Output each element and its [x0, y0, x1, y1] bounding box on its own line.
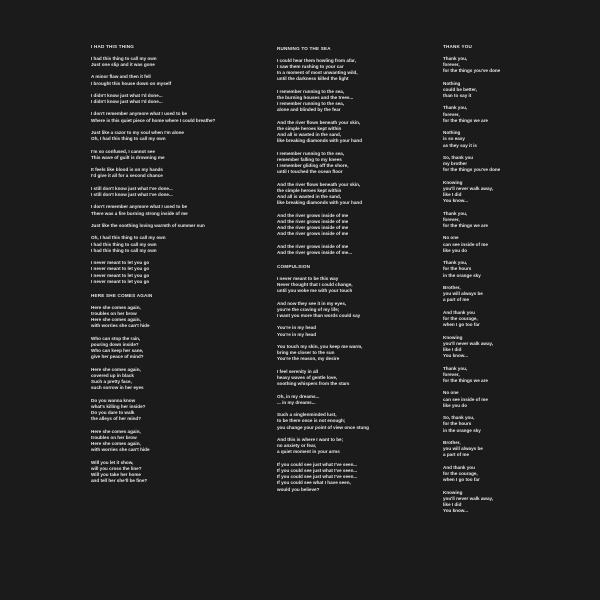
lyric-line: to be there once is not enough;: [277, 418, 346, 424]
lyric-line: Knowing: [443, 334, 463, 340]
song-title: HERE SHE COMES AGAIN: [91, 293, 153, 299]
lyric-stanza: [91, 367, 261, 392]
lyric-line: in the orange sky: [443, 427, 481, 433]
lyric-line: remember falling to my knees: [277, 156, 342, 162]
lyric-stanza: [277, 89, 427, 114]
lyric-line: In a moment of most unwanting wild,: [277, 70, 358, 76]
lyric-line: I want you more than words could say: [277, 313, 361, 319]
lyric-stanza: [277, 213, 427, 238]
lyric-line: Thank you,: [443, 105, 468, 111]
lyric-line: when I go too far: [443, 477, 480, 483]
lyric-line: Will you take her home: [91, 472, 141, 478]
lyric-line: for the hours: [443, 421, 472, 427]
lyric-stanza: [443, 56, 573, 75]
lyric-line: I never meant to let you go: [91, 278, 150, 284]
song-block: [277, 46, 427, 256]
lyric-line: You touch my skin, you keep me warm,: [277, 344, 363, 349]
lyrics-column-right: [443, 44, 573, 522]
lyric-stanza: [277, 437, 427, 456]
lyric-line: bring me closer to the sun: [277, 350, 335, 356]
lyric-stanza: [277, 120, 427, 145]
lyric-line: Here she comes again,: [91, 366, 141, 372]
lyric-stanza: [91, 398, 261, 423]
lyric-stanza: [91, 260, 261, 285]
lyric-line: I could hear them howling from afar,: [277, 57, 356, 63]
lyric-line: I didn't know just what I'd done...: [91, 99, 163, 105]
lyric-stanza: [443, 490, 573, 515]
lyric-line: like you do: [443, 402, 467, 408]
lyric-stanza: [91, 336, 261, 361]
lyric-stanza: [91, 460, 261, 485]
lyric-line: I remember gliding off the shore,: [277, 163, 349, 169]
lyric-stanza: [443, 211, 573, 230]
lyric-line: Thank you,: [443, 260, 468, 266]
lyric-line: Just like a razor to my soul when I'm alone: [91, 130, 184, 136]
lyric-line: So, thank you,: [443, 415, 475, 421]
lyric-stanza: [443, 180, 573, 205]
song-title: THANK YOU: [443, 44, 473, 49]
lyric-line: There was a fire burning strong inside of me: [91, 210, 188, 216]
lyric-stanza: [443, 440, 573, 459]
lyric-line: I don't remember anymore what I used to be: [91, 204, 188, 210]
lyric-line: you'll never walk away,: [443, 495, 494, 501]
lyric-line: forever,: [443, 371, 460, 377]
lyric-line: I don't remember anymore what I used to be: [91, 111, 188, 117]
lyric-line: can see inside of me: [443, 241, 488, 247]
lyric-line: And thank you: [443, 309, 475, 315]
lyric-stanza: [443, 285, 573, 304]
song-block: [277, 264, 427, 493]
lyric-line: And the river flows beneath your skin,: [277, 181, 361, 187]
lyric-line: you'll never walk away,: [443, 340, 494, 346]
lyric-line: give her peace of mind?: [91, 354, 144, 360]
lyric-line: Just like the soothing loving warmth of summer sun: [91, 223, 205, 229]
lyric-line: If you could see just what I've seen...: [277, 474, 358, 480]
lyric-line: for the things we are: [443, 378, 488, 384]
lyric-line: This wave of guilt is drowning me: [91, 154, 165, 160]
lyric-line: And thank you: [443, 464, 475, 470]
lyric-line: troubles on her brow: [91, 434, 137, 440]
lyric-line: troubles on her brow: [91, 310, 137, 316]
lyric-line: And now they see it in my eyes,: [277, 300, 347, 306]
lyric-line: a part of me: [443, 297, 470, 303]
lyric-line: no anxiety or fear,: [277, 443, 317, 449]
lyric-line: I didn't know just what I'd done...: [91, 92, 163, 98]
lyric-stanza: [443, 260, 573, 279]
song-block: [91, 44, 261, 285]
lyric-line: You know...: [443, 198, 469, 204]
lyric-line: You're in my head: [277, 331, 317, 337]
lyric-line: a quiet moment in your arms: [277, 449, 340, 455]
lyric-line: like I did: [443, 347, 462, 353]
lyric-line: Never thought that I could change,: [277, 282, 353, 288]
lyric-line: will you cross the line?: [91, 465, 142, 471]
lyric-line: you will always be: [443, 291, 483, 297]
lyric-line: And the river flows beneath your skin,: [277, 119, 361, 125]
lyric-line: until you woke me with your touch: [277, 288, 353, 294]
lyric-line: If you could see what I have seen,: [277, 480, 351, 486]
lyric-line: when I go too far: [443, 322, 480, 328]
lyric-line: And the river grows inside of me: [277, 218, 349, 224]
lyric-stanza: [443, 415, 573, 434]
lyric-line: Here she comes again,: [91, 441, 141, 447]
lyric-line: forever,: [443, 111, 460, 117]
lyric-line: Do you wanna know: [91, 397, 136, 403]
lyric-line: Oh, I had this thing to call my own: [91, 136, 166, 142]
song-block: [443, 44, 573, 514]
lyric-line: like breaking diamonds with your hand: [277, 138, 362, 144]
lyric-line: And the river grows inside of me: [277, 212, 349, 218]
lyric-line: And the river grows inside of me: [277, 243, 349, 249]
song-title: RUNNING TO THE SEA: [277, 46, 331, 51]
lyric-line: I had this thing to call my own: [91, 55, 157, 61]
lyric-line: I saw them rushing to your car: [277, 63, 344, 69]
lyric-line: with worries she can't hide: [91, 323, 150, 329]
lyric-line: I remember running to the sea,: [277, 150, 345, 156]
lyric-stanza: [277, 182, 427, 207]
lyric-line: And this is where I want to be;: [277, 436, 344, 442]
lyric-line: Oh, I had this thing to call my own: [91, 235, 166, 241]
lyric-stanza: [443, 465, 573, 484]
lyric-line: for the courage,: [443, 471, 478, 477]
lyric-line: than to say it: [443, 92, 472, 98]
lyric-line: And all is wasted in the sand,: [277, 132, 342, 138]
lyric-line: If you could see just what I've seen...: [277, 461, 358, 467]
lyric-stanza: [277, 369, 427, 388]
lyric-stanza: [277, 244, 427, 256]
lyrics-column-left: [91, 44, 261, 493]
lyric-line: Nothing: [443, 80, 461, 86]
lyric-stanza: [91, 56, 261, 68]
song-block: [91, 293, 261, 485]
lyric-line: alone and blinded by the fear: [277, 107, 341, 113]
lyric-line: You know...: [443, 353, 469, 359]
lyric-stanza: [443, 81, 573, 100]
lyric-line: Do you dare to walk: [91, 410, 135, 416]
lyric-stanza: [277, 462, 427, 493]
lyric-line: Brother,: [443, 440, 461, 446]
lyric-line: for the things you've done: [443, 167, 501, 173]
lyric-line: a part of me: [443, 452, 470, 458]
lyric-line: And the river grows inside of me...: [277, 249, 353, 255]
lyric-stanza: [277, 301, 427, 320]
lyric-stanza: [91, 305, 261, 330]
lyric-line: Thank you,: [443, 55, 468, 61]
lyric-line: Thank you,: [443, 365, 468, 371]
lyric-line: pouring down inside?: [91, 341, 139, 347]
lyric-line: for the courage,: [443, 316, 478, 322]
song-title: COMPULSION: [277, 264, 311, 270]
lyric-line: for the things you've done: [443, 68, 501, 74]
lyric-line: I still don't know just what I've done...: [91, 192, 173, 198]
lyric-line: Just one slip and it was gone: [91, 61, 155, 67]
lyric-line: with worries she can't hide: [91, 447, 150, 453]
lyric-line: until I touched the ocean floor: [277, 169, 343, 175]
lyric-line: It feels like blood is on my hands: [91, 167, 163, 173]
lyric-stanza: [443, 310, 573, 329]
lyric-stanza: [277, 325, 427, 337]
lyric-stanza: [91, 204, 261, 216]
lyric-stanza: [91, 235, 261, 254]
lyric-line: like you do: [443, 247, 467, 253]
lyric-stanza: [277, 276, 427, 295]
lyric-line: I brought this house down on myself: [91, 80, 172, 86]
lyric-stanza: [91, 429, 261, 454]
lyric-line: I never meant to let you go: [91, 266, 150, 272]
lyric-line: the simple heroes kept within: [277, 125, 342, 131]
lyric-line: you will always be: [443, 446, 483, 452]
song-title: I HAD THIS THING: [91, 44, 135, 49]
lyric-line: I had this thing to call my own: [91, 241, 157, 247]
lyric-line: And the river grows inside of me: [277, 225, 349, 231]
lyric-line: like I did: [443, 502, 462, 508]
lyrics-column-middle: [277, 46, 427, 501]
lyric-line: soothing whispers from the stars: [277, 381, 350, 387]
lyric-stanza: [443, 366, 573, 385]
lyric-line: could be better,: [443, 86, 477, 92]
lyric-line: Who can keep her sane,: [91, 348, 144, 354]
lyric-line: can see inside of me: [443, 396, 488, 402]
lyric-line: the burning houses and the trees...: [277, 94, 354, 100]
lyric-line: you change your point of view once stung: [277, 424, 369, 430]
lyric-line: forever,: [443, 61, 460, 67]
lyric-line: until the darkness killed the light: [277, 76, 349, 82]
lyric-line: ... in my dreams...: [277, 399, 316, 405]
lyric-line: If you could see just what I've seen...: [277, 467, 358, 473]
lyric-line: I still don't know just what I've done...: [91, 185, 173, 191]
lyric-stanza: [443, 235, 573, 254]
lyric-line: forever,: [443, 216, 460, 222]
lyric-line: Here she comes again,: [91, 428, 141, 434]
lyric-line: Here she comes again,: [91, 304, 141, 310]
lyric-line: the alleys of her mind?: [91, 416, 142, 422]
lyric-line: as they say it is: [443, 142, 477, 148]
lyric-stanza: [91, 74, 261, 86]
lyric-line: Here she comes again,: [91, 317, 141, 323]
lyric-line: in the orange sky: [443, 272, 481, 278]
lyric-line: No one: [443, 235, 459, 241]
lyric-line: I feel serenity in all: [277, 368, 319, 374]
lyric-stanza: [277, 412, 427, 431]
lyric-line: like breaking diamonds with your hand: [277, 200, 362, 206]
lyric-line: Brother,: [443, 285, 461, 291]
lyric-line: You're the reason, my desire: [277, 356, 340, 362]
lyric-line: for the things we are: [443, 223, 488, 229]
lyric-line: So, thank you: [443, 154, 474, 160]
lyric-line: I never meant to let you go: [91, 260, 150, 266]
lyric-line: I remember running to the sea,: [277, 101, 345, 107]
lyric-line: And the river grows inside of me: [277, 231, 349, 237]
lyric-line: I never meant to be this way: [277, 275, 339, 281]
lyric-line: Nothing: [443, 130, 461, 136]
lyric-stanza: [277, 344, 427, 363]
lyric-line: my brother: [443, 161, 467, 167]
lyric-stanza: [91, 186, 261, 198]
lyric-stanza: [91, 167, 261, 179]
lyric-line: and tell her she'll be fine?: [91, 478, 148, 484]
lyric-line: Will you let it show,: [91, 459, 134, 465]
lyric-line: covered up in black: [91, 372, 134, 378]
lyric-line: such sorrow in her eyes: [91, 385, 144, 391]
lyric-line: the simple heroes kept within: [277, 187, 342, 193]
lyric-line: Where is this quiet piece of home where I could breathe?: [91, 117, 216, 123]
lyric-stanza: [91, 111, 261, 123]
lyric-line: A minor flaw and then it fell: [91, 74, 151, 80]
lyric-line: Such a singlenminded lust,: [277, 412, 337, 418]
lyric-stanza: [443, 155, 573, 174]
lyric-line: And all is wasted in the sand,: [277, 194, 342, 200]
lyric-line: You know...: [443, 508, 469, 514]
lyric-stanza: [443, 335, 573, 360]
lyric-stanza: [91, 93, 261, 105]
lyric-line: like I did: [443, 192, 462, 198]
lyric-line: You're in my head: [277, 325, 317, 331]
lyric-line: Thank you,: [443, 210, 468, 216]
lyric-stanza: [443, 130, 573, 149]
lyric-line: I'd give it all for a second chance: [91, 173, 163, 179]
lyric-stanza: [91, 149, 261, 161]
lyric-line: Who can stop the rain,: [91, 335, 141, 341]
lyric-line: Such a pretty face,: [91, 379, 132, 385]
lyric-line: Knowing: [443, 179, 463, 185]
lyric-stanza: [277, 394, 427, 406]
lyric-line: for the hours: [443, 266, 472, 272]
lyric-line: what's killing her inside?: [91, 403, 146, 409]
lyric-line: I never meant to let you go: [91, 272, 150, 278]
lyric-line: heavy waves of gentle love,: [277, 375, 338, 380]
lyric-line: No one: [443, 390, 459, 396]
lyric-stanza: [91, 130, 261, 142]
lyric-line: you're the craving of my life;: [277, 306, 340, 312]
lyric-stanza: [443, 390, 573, 409]
lyric-stanza: [91, 223, 261, 229]
lyric-line: is so easy: [443, 136, 465, 142]
lyric-line: Knowing: [443, 489, 463, 495]
lyric-stanza: [277, 58, 427, 83]
lyric-line: for the things we are: [443, 117, 488, 123]
lyric-line: I'm so confused, I cannot see: [91, 148, 155, 154]
lyric-stanza: [277, 151, 427, 176]
lyric-stanza: [443, 105, 573, 124]
lyric-line: I remember running to the sea,: [277, 88, 345, 94]
lyric-line: would you believe?: [277, 486, 320, 492]
lyric-line: I had this thing to call my own: [91, 247, 157, 253]
lyric-line: Oh, in my dreams...: [277, 393, 320, 399]
lyric-line: you'll never walk away,: [443, 185, 494, 191]
